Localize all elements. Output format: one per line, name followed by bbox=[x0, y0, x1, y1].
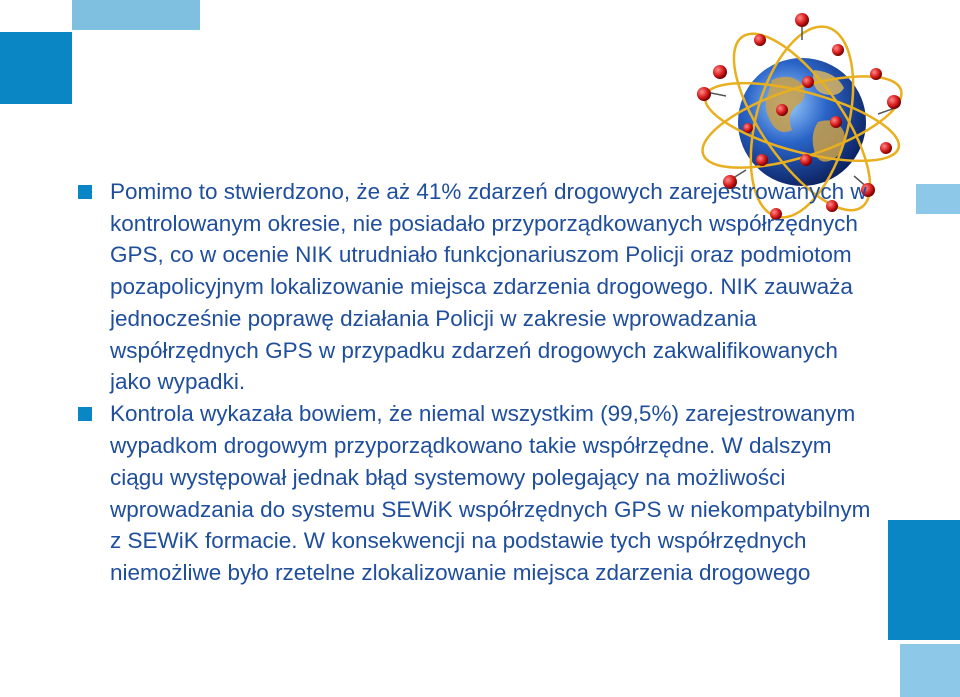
square-bullet-icon bbox=[78, 407, 92, 421]
decor-square-dark-bottom-right bbox=[888, 520, 960, 640]
square-bullet-icon bbox=[78, 185, 92, 199]
paragraph-text: Pomimo to stwierdzono, że aż 41% zdarzeń drogowych zarejestrowanych w kontrolowanym okresie, nie posiadało przyporządkowanych współrzędnych GPS, co w ocenie NIK utrudniało funkcjonariuszom Policji oraz podmiotom pozapolicyjnym lokalizowanie miejsca zdarzenia drogowego. NIK zauważa jednocześnie poprawę działania Policji w zakresie wprowadzania współrzędnych GPS w przypadku zdarzeń drogowych zakwalifikowanych jako wypadki. bbox=[110, 179, 867, 395]
paragraph-text: Kontrola wykazała bowiem, że niemal wszystkim (99,5%) zarejestrowanym wypadkom drogowym przyporządkowano takie współrzędne. W dalszym ciągu występował jednak błąd systemowy polegający na możliwości wprowadzania do systemu SEWiK współrzędnych GPS w niekompatybilnym z SEWiK formacie. W konsekwencji na podstawie tych współrzędnych niemożliwe było rzetelne zlokalizowanie miejsca zdarzenia drogowego bbox=[110, 401, 871, 585]
bullet-paragraph-1 bbox=[78, 176, 878, 398]
bullet-paragraph-2 bbox=[78, 398, 878, 588]
decor-square-light-right bbox=[916, 184, 960, 214]
decor-square-dark-top-left bbox=[0, 32, 72, 104]
decor-square-light-bottom-right bbox=[900, 644, 960, 697]
decor-square-light-top bbox=[72, 0, 200, 30]
body-text bbox=[78, 176, 878, 589]
